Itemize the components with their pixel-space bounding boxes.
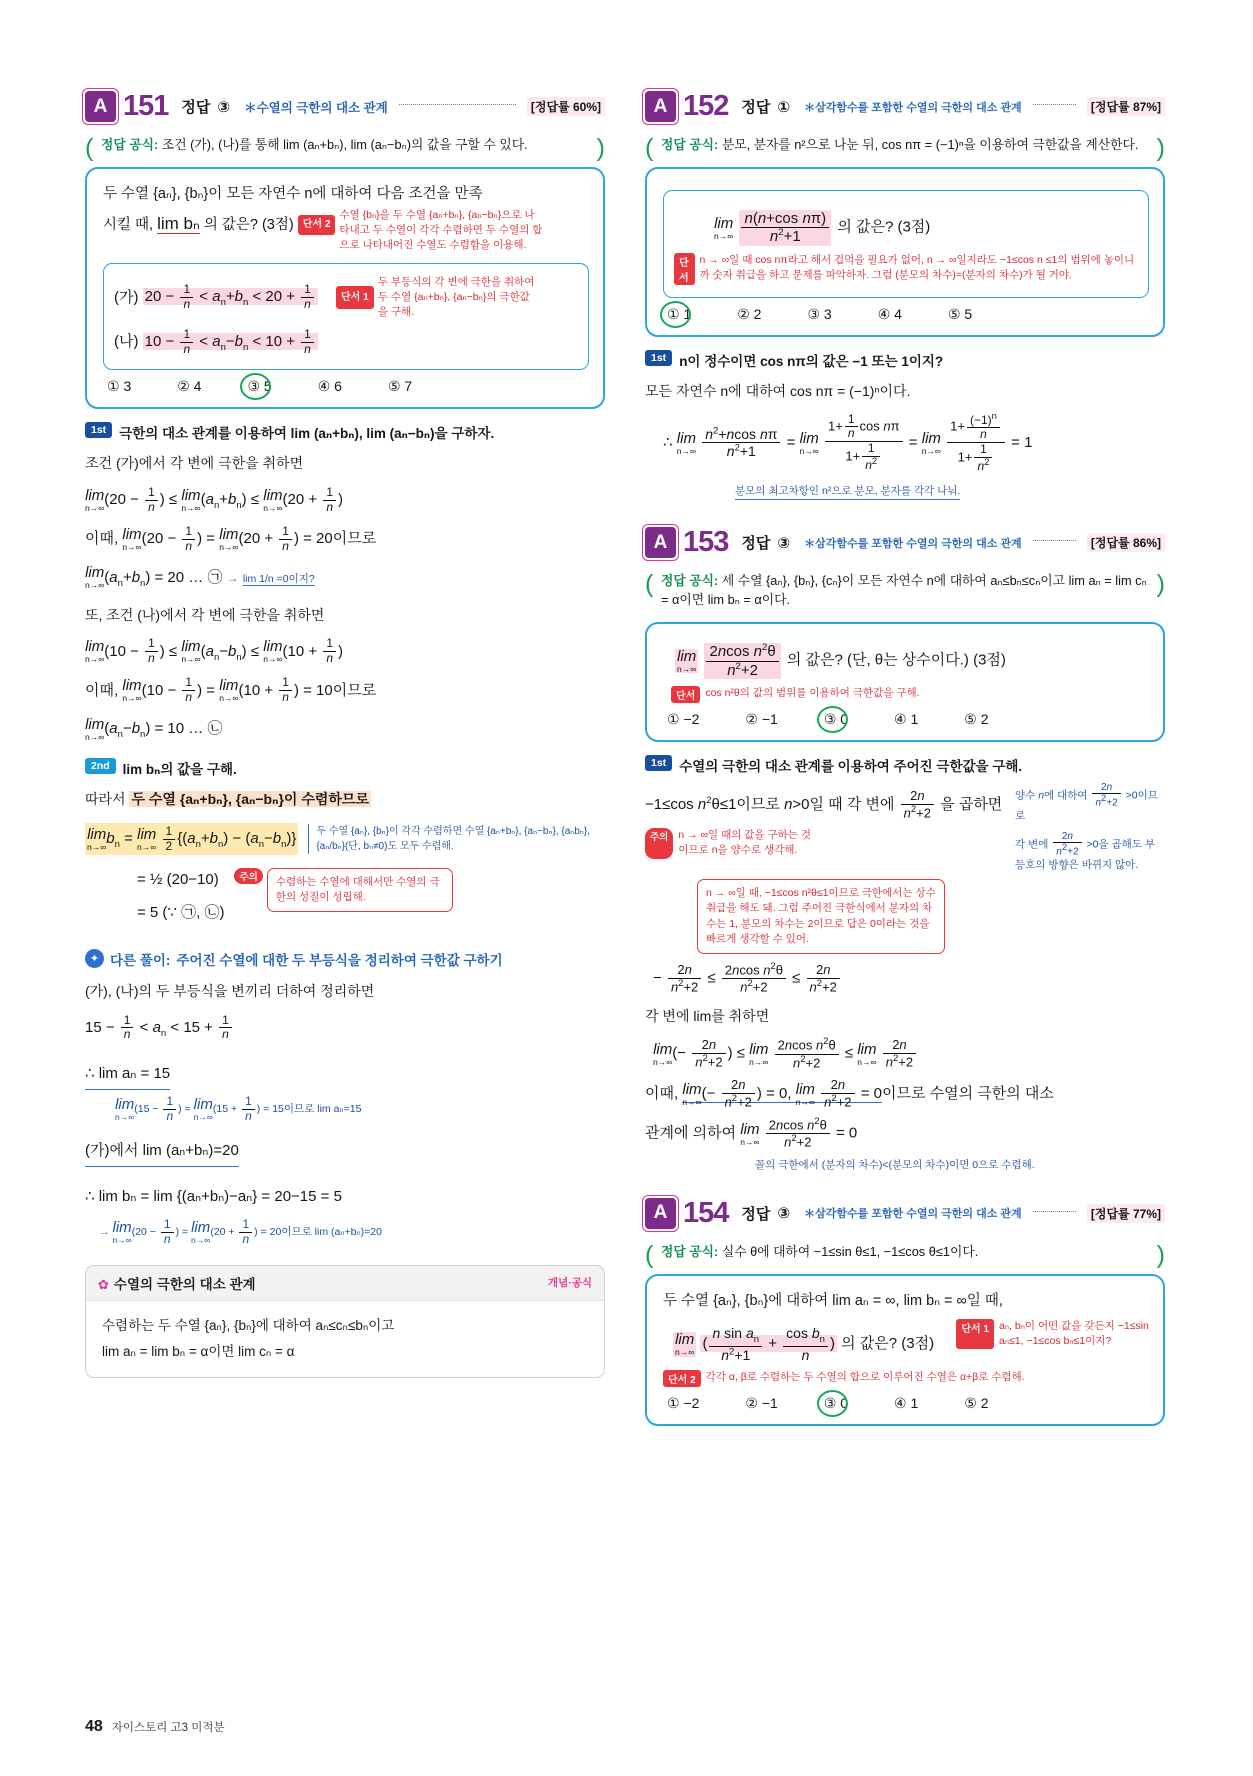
lightbulb-icon: ✦ — [85, 949, 104, 968]
answer-value: ③ — [777, 534, 791, 552]
sol-math-153-4: 관계에 의하여 lim n→∞ $\frac{2ncos n^2\theta}{n^2+2}$ = 0 — [645, 1116, 858, 1150]
choice-3[interactable]: ④ 4 — [877, 305, 902, 322]
orange-note-153: n → ∞일 때, −1≤cos n²θ≤1이므로 극한에서는 상수 취급을 해도 돼. 그럼 주어진 극한식에서 분자의 차수는 1, 분모의 차수는 2이므로 답은 0이라는 것을 빠르게 생각할 수 있어. — [697, 879, 945, 954]
step-text: n이 정수이면 cos nπ의 값은 −1 또는 1이지? — [679, 353, 944, 369]
note-right-2: 각 변에 $\frac{2n}{n2+2}$ >0을 곱해도 부등호의 방향은 바뀌지 않아. — [1015, 830, 1155, 871]
step-text: 극한의 대소 관계를 이용하여 lim (aₙ+bₙ), lim (aₙ−bₙ)을 구하자. — [119, 426, 495, 442]
formula-text: 분모, 분자를 n²으로 나눈 뒤, cos nπ = (−1)ⁿ을 이용하여 극한값을 계산한다. — [721, 137, 1139, 152]
problem-number: 152 — [683, 90, 729, 122]
q-lim-expr: lim bₙ — [157, 214, 200, 233]
formula-label: 정답 공식: — [661, 137, 719, 152]
concept-tag: 개념·공식 — [547, 1277, 592, 1290]
question-expression-153: lim n→∞ $\frac{2ncos n^2\theta}{n^2+2}$ 의 값은? (단, θ는 상수이다.) (3점) — [677, 642, 1006, 679]
answer-value: ① — [777, 98, 791, 116]
sol-math-152: ∴ lim n→∞ $\frac{n^2+ncos n\pi}{n^2+1}$ = lim n→∞ 1+ $\frac{1}{n}$ cos nπ 1+ $\frac{1}{n^2}$ = lim n→∞ 1+ $\frac{(-1)^n}{n}$ 1+ $\frac{1}{n^2}$ = 1 — [663, 410, 1033, 474]
answer-value: ③ — [217, 98, 231, 116]
bracket-right-icon: ) — [1156, 134, 1165, 162]
dot-leader — [399, 104, 516, 105]
sol-result-2: = 5 (∵ ㉠, ㉡) — [137, 904, 225, 922]
flower-icon: ✿ — [98, 1276, 109, 1292]
bracket-right-icon: ) — [1156, 1240, 1165, 1269]
dot-leader — [1033, 540, 1076, 541]
question-expression: lim n→∞ $\frac{\text{n(n+cos nπ)}}{n^2+1}$ 의 값은? (3점) — [714, 210, 931, 246]
choices-154 — [663, 1395, 1149, 1412]
sol-math-4: lim n→∞ (10 − $\frac{1}{n}$ ) ≤ lim n→∞ $(a_n-b_n)$ ≤ lim n→∞ (10 + $\frac{1}{n}$ ) — [85, 636, 343, 666]
hint-text: cos n²θ의 값의 범위를 이용하여 극한값을 구해. — [705, 686, 920, 699]
formula-text: 세 수열 {aₙ}, {bₙ}, {cₙ}이 모든 자연수 n에 대하여 aₙ≤bₙ≤cₙ이고 lim aₙ = lim cₙ = α이면 lim bₙ = α이다. — [661, 573, 1147, 608]
hint1-tag: 단서 1 — [336, 286, 374, 309]
caution-text: n → ∞일 때의 값을 구하는 것이므로 n을 양수로 생각해. — [678, 829, 811, 857]
problem-header-151 — [85, 90, 605, 123]
formula-text: 조건 (가), (나)를 통해 lim (aₙ+bₙ), lim (aₙ−bₙ)의 값을 구할 수 있다. — [161, 137, 528, 152]
answer-formula-153 — [645, 568, 1165, 612]
sol-line-7a: 따라서 — [85, 791, 126, 807]
dot-leader — [1033, 104, 1076, 105]
concept-body — [86, 1301, 604, 1378]
other-solution-sub: 주어진 수열에 대한 두 부등식을 정리하여 극한값 구하기 — [176, 952, 503, 968]
sol-line-2: 이때, — [85, 530, 119, 548]
difficulty-badge: A — [85, 91, 116, 122]
condition-na: (나) 10 − $\frac{1}{n}$ < $a_n-b_n < 10$ + $\frac{1}{n}$ — [114, 326, 578, 358]
hint-text: n → ∞일 때 cos nπ라고 해서 겁먹을 필요가 없어, n → ∞일지라도 −1≤cos n ≤1의 범위에 놓이니까 숫자 취급을 하고 문제를 파악하자. 그럼 (분모의 차수)=(분자의 차수)가 될 거야. — [699, 253, 1135, 281]
concept-title-wrap — [98, 1273, 256, 1293]
sol-math-1: lim n→∞ (20 − $\frac{1}{n}$ ) ≤ lim n→∞ $(a_n+b_n)$ ≤ lim n→∞ (20 + $\frac{1}{n}$ ) — [85, 484, 343, 514]
choice-2[interactable]: ③ 0 — [823, 710, 849, 727]
correct-rate: [정답률 86%] — [1087, 533, 1165, 552]
step-text: 수열의 극한의 대소 관계를 이용하여 주어진 극한값을 구해. — [679, 758, 1023, 774]
other-line-4: (가)에서 lim (aₙ+bₙ)=20 — [85, 1135, 239, 1168]
sol-math-3: lim n→∞ $(a_n+b_n) = 20$ … ㉠ → lim 1/n =0이지? — [85, 564, 315, 591]
answer-formula-154 — [645, 1239, 1165, 1269]
expression-box-152 — [663, 190, 1149, 298]
choice-3[interactable]: ④ 1 — [894, 710, 919, 727]
choice-0[interactable]: ① 3 — [107, 378, 132, 395]
sol-math-7: lim n→∞ $b_n$ = lim n→∞ $\frac{1}{2}$ $\{(a_n+b_n) - (a_n-b_n)\}$ — [85, 823, 298, 855]
question-line-1: 두 수열 {aₙ}, {bₙ}이 모든 자연수 n에 대하여 다음 조건을 만족 — [103, 186, 483, 203]
hint2-tag: 단서 2 — [663, 1370, 701, 1387]
concept-line-2: lim aₙ = lim bₙ = α이면 lim cₙ = α — [102, 1343, 295, 1359]
step-tag: 1st — [645, 350, 672, 366]
question-box-154 — [645, 1274, 1165, 1426]
other-line-5: ∴ lim bₙ = lim {(aₙ+bₙ)−aₙ} = 20−15 = 5 — [85, 1188, 342, 1206]
note-blue-152: 분모의 최고차항인 n²으로 분모, 분자를 각각 나눠. — [735, 484, 960, 500]
choice-1[interactable]: ② −1 — [745, 710, 778, 727]
sol-math-6: lim n→∞ $(a_n-b_n) = 10$ … ㉡ — [85, 715, 223, 742]
answer-formula-151 — [85, 132, 605, 162]
choice-4[interactable]: ⑤ 2 — [964, 1395, 989, 1412]
problem-header-154 — [645, 1197, 1165, 1230]
sol-line-1b: 을 곱하면 — [940, 796, 1003, 814]
page-footer — [85, 1718, 225, 1736]
sol-result-1: = ½ (20−10) — [137, 870, 219, 888]
hint1-text: aₙ, bₙ이 어떤 값을 갖든지 −1≤sin aₙ≤1, −1≤cos bₙ≤1이지? — [999, 1319, 1149, 1348]
choice-0[interactable]: ① 1 — [667, 305, 692, 322]
choice-0[interactable]: ① −2 — [667, 710, 700, 727]
problem-number: 151 — [123, 90, 169, 122]
correct-rate: [정답률 77%] — [1087, 1204, 1165, 1223]
note-blue-2: 두 수열 {aₙ}, {bₙ}이 각각 수렴하면 수열 {aₙ+bₙ}, {aₙ−bₙ}, {aₙbₙ}, {aₙ/bₙ}(단, bₙ≠0)도 모두 수렴해. — [308, 824, 605, 854]
question-text — [103, 181, 589, 253]
other-line-1: (가), (나)의 두 부등식을 변끼리 더하여 정리하면 — [85, 982, 375, 999]
choices-153 — [663, 711, 1149, 728]
bracket-right-icon: ) — [596, 134, 605, 162]
question-box-153 — [645, 622, 1165, 742]
note-right-1: 양수 n에 대하여 $\frac{2n}{n2+2}$ >0이므로 — [1015, 781, 1158, 823]
sol-line-6: … ㉡ — [188, 720, 223, 738]
page-number: 48 — [85, 1718, 103, 1735]
sol-line-1-153: −1≤cos $n^2\theta\le 1$이므로 n>0일 때 각 변에 $\frac{2n}{n^2+2}$ 을 곱하면 — [645, 787, 1003, 821]
topic-label: ＊수열의 극한의 대소 관계 — [244, 100, 388, 115]
other-solution-label: 다른 풀이: — [110, 952, 171, 968]
step-1-153 — [645, 755, 1165, 775]
choices-151 — [103, 378, 589, 395]
sol-line-7b: 두 수열 {aₙ+bₙ}, {aₙ−bₙ}이 수렴하므로 — [131, 791, 369, 807]
answer-label: 정답 — [741, 99, 771, 116]
sol-line-3-153: 이때, — [645, 1085, 679, 1103]
other-line-3: ∴ lim aₙ = 15 — [85, 1058, 170, 1091]
answer-value: ③ — [777, 1205, 791, 1223]
choice-1[interactable]: ② 4 — [177, 378, 202, 395]
concept-title: 수열의 극한의 대소 관계 — [113, 1276, 256, 1292]
condition-na-label: (나) — [114, 333, 139, 351]
sol-line-5: 이때, — [85, 681, 119, 699]
choice-3[interactable]: ④ 1 — [894, 1395, 919, 1412]
question-expression-154: lim n→∞ ( $\frac{n \sin a_n}{n^2+1}$ + $\frac{\cos b_n}{n}$ ) 의 값은? (3점) — [675, 1325, 935, 1364]
dot-leader — [1033, 1211, 1076, 1212]
hint-tag: 단서 — [674, 253, 695, 285]
hint-tag: 단서 — [671, 686, 700, 703]
choice-2[interactable]: ③ 5 — [247, 378, 272, 395]
caution-tag: 주의 — [645, 828, 673, 858]
choices-152 — [663, 306, 1149, 323]
sol-math-153-2: lim n→∞ (− $\frac{2n}{n^2+2}$ ) ≤ lim n→∞ $\frac{2ncos n^2\theta}{n^2+2}$ ≤ lim n→∞ $\frac{2n}{n^2+2}$ — [645, 1037, 1165, 1071]
question-suffix: 의 값은? (3점) — [837, 218, 931, 236]
question-line-2: 시킬 때, — [103, 217, 154, 233]
problem-header-152 — [645, 90, 1165, 123]
step-text-2: lim bₙ의 값을 구해. — [122, 762, 237, 777]
choice-4[interactable]: ⑤ 7 — [387, 378, 413, 395]
formula-label: 정답 공식: — [101, 137, 159, 152]
bracket-left-icon: ( — [645, 570, 654, 599]
bracket-left-icon: ( — [645, 134, 654, 162]
topic-label: ＊삼각함수를 포함한 수열의 극한의 대소 관계 — [804, 537, 1022, 550]
sol-math-153-3: 이때, lim n→∞ (− $\frac{2n}{n^2+2}$ ) = 0, lim n→∞ $\frac{2n}{n^2+2}$ = 0이므로 수열의 극한의 대소 — [645, 1077, 1054, 1110]
choice-2[interactable]: ③ 3 — [807, 305, 832, 322]
topic-label: ＊삼각함수를 포함한 수열의 극한의 대소 관계 — [804, 1208, 1022, 1221]
bracket-left-icon: ( — [645, 1240, 654, 1269]
concept-header — [86, 1266, 604, 1301]
choice-1[interactable]: ② 2 — [737, 305, 762, 322]
problem-header-153 — [645, 526, 1165, 559]
condition-ga: (가) 20 − $\frac{1}{n}$ < $a_n+b_n < 20$ + $\frac{1}{n}$ 단서 1 두 부등식의 각 변에 극한을 취하여 두 수열 {aₙ+bₙ}, {aₙ−bₙ}의 극한값을 구해. — [114, 275, 578, 321]
problem-154 — [645, 1197, 1165, 1426]
formula-label: 정답 공식: — [661, 573, 719, 589]
problem-number: 153 — [683, 526, 729, 559]
note-blue-1: lim 1/n =0이지? — [242, 572, 315, 585]
other-note-1: lim n→∞ (15 − $\frac{1}{n}$ ) = lim n→∞ (15 + $\frac{1}{n}$ ) = 15이므로 lim aₙ=15 — [115, 1094, 362, 1124]
choice-4[interactable]: ⑤ 5 — [947, 305, 973, 322]
sol-line-7 — [85, 785, 605, 813]
choice-3[interactable]: ④ 6 — [317, 378, 342, 395]
formula-label: 정답 공식: — [661, 1243, 719, 1259]
question-box-151 — [85, 167, 605, 409]
sol-line-4b-153: = 0 — [836, 1124, 858, 1142]
step-1-151 — [85, 422, 605, 442]
answer-formula-152 — [645, 132, 1165, 162]
question-suffix: 의 값은? (단, θ는 상수이다.) (3점) — [786, 652, 1006, 670]
answer-label: 정답 — [741, 535, 771, 553]
question-suffix-154: 의 값은? (3점) — [841, 1335, 935, 1353]
bracket-right-icon: ) — [1156, 570, 1165, 599]
sol-line-3b-153: 이므로 수열의 극한의 대소 — [881, 1085, 1054, 1103]
sol-math-5: 이때, lim n→∞ (10 − $\frac{1}{n}$ ) = lim n→∞ (10 + $\frac{1}{n}$ ) = 10이므로 — [85, 675, 377, 705]
left-column — [85, 90, 605, 1378]
other-note-2: → lim n→∞ (20 − $\frac{1}{n}$ ) = lim n→∞ (20 + $\frac{1}{n}$ ) = 20이므로 lim (aₙ+bₙ)=20 — [99, 1216, 382, 1246]
answer-label: 정답 — [741, 1205, 771, 1223]
correct-rate: [정답률 87%] — [1087, 97, 1165, 116]
caution-tag: 주의 — [234, 868, 262, 884]
sol-math-153-1: − $\frac{2n}{n^2+2}$ ≤ $\frac{2ncos n^2\theta}{n^2+2}$ ≤ $\frac{2n}{n^2+2}$ — [645, 962, 1165, 996]
hint2-text: 각각 α, β로 수렴하는 두 수열의 합으로 이루어진 수열은 α+β로 수렴해. — [705, 1371, 1025, 1384]
topic-label: ＊삼각함수를 포함한 수열의 극한의 대소 관계 — [804, 101, 1022, 114]
problem-number: 154 — [683, 1196, 729, 1229]
sol-line-4: 또, 조건 (나)에서 각 변에 극한을 취하면 — [85, 606, 325, 623]
step-tag: 1st — [645, 755, 672, 771]
right-column — [645, 90, 1165, 1438]
question-box-152 — [645, 167, 1165, 337]
sol-line-5b: 이므로 — [332, 681, 377, 699]
step-2-151 — [85, 758, 605, 778]
step-1-152 — [645, 350, 1165, 370]
step-tag: 1st — [85, 422, 112, 438]
note-blue-153: 꼴의 극한에서 (분자의 차수)<(분모의 차수)이면 0으로 수렴해. — [755, 1158, 1035, 1171]
other-math-1: 15 − $\frac{1}{n}$ < $a_n < 15$ + $\frac{1}{n}$ — [85, 1012, 605, 1044]
difficulty-badge: A — [645, 527, 676, 558]
sol-line-4-153: 관계에 의하여 — [645, 1124, 737, 1142]
concept-box — [85, 1265, 605, 1379]
hint1-text: 두 부등식의 각 변에 극한을 취하여 두 수열 {aₙ+bₙ}, {aₙ−bₙ}의 극한값을 구해. — [377, 275, 535, 319]
difficulty-badge: A — [645, 1198, 676, 1229]
step-tag-2: 2nd — [85, 758, 116, 774]
problem-153 — [645, 526, 1165, 1173]
conditions-box — [103, 263, 589, 371]
concept-line-1: 수렴하는 두 수열 {aₙ}, {bₙ}에 대하여 aₙ≤cₙ≤bₙ이고 — [102, 1317, 395, 1333]
hint2-tag: 단서 2 — [298, 215, 336, 236]
other-solution-header — [85, 949, 605, 969]
book-title: 자이스토리 고3 미적분 — [111, 1722, 225, 1734]
hint2-text: 수열 {bₙ}을 두 수열 {aₙ+bₙ}, {aₙ−bₙ}으로 나타내고 두 수열이 각각 수렴하면 두 수열의 합으로 나타내어진 수열도 수렴함을 이용해. — [339, 209, 543, 252]
sol-line-2-153: 각 변에 lim를 취하면 — [645, 1008, 770, 1025]
problem-152 — [645, 90, 1165, 500]
sol-line-1: 조건 (가)에서 각 변에 극한을 취하면 — [85, 455, 304, 472]
sol-line-3: … ㉠ — [188, 568, 223, 586]
caution-text: 수렴하는 수열에 대해서만 수열의 극한의 성질이 성립해. — [267, 868, 453, 912]
answer-label: 정답 — [181, 99, 211, 116]
formula-text: 실수 θ에 대하여 −1≤sin θ≤1, −1≤cos θ≤1이다. — [721, 1243, 979, 1259]
problem-151 — [85, 90, 605, 1378]
sol-line-1-152: 모든 자연수 n에 대하여 cos nπ = (−1)ⁿ이다. — [645, 382, 911, 399]
condition-ga-label: (가) — [114, 288, 139, 306]
sol-line-2b: 이므로 — [332, 530, 377, 548]
question-line-3: 의 값은? (3점) — [203, 217, 294, 233]
choice-0[interactable]: ① −2 — [667, 1395, 700, 1412]
choice-1[interactable]: ② −1 — [745, 1395, 778, 1412]
choice-4[interactable]: ⑤ 2 — [964, 710, 989, 727]
sol-math-2: 이때, lim n→∞ (20 − $\frac{1}{n}$ ) = lim n→∞ (20 + $\frac{1}{n}$ ) = 20이므로 — [85, 523, 377, 553]
question-line-1-154: 두 수열 {aₙ}, {bₙ}에 대하여 lim aₙ = ∞, lim bₙ = ∞일 때, — [663, 1293, 1003, 1310]
difficulty-badge: A — [645, 91, 676, 122]
choice-2[interactable]: ③ 0 — [823, 1395, 849, 1412]
hint1-tag: 단서 1 — [956, 1319, 994, 1349]
correct-rate: [정답률 60%] — [527, 97, 605, 116]
bracket-left-icon: ( — [85, 134, 94, 162]
